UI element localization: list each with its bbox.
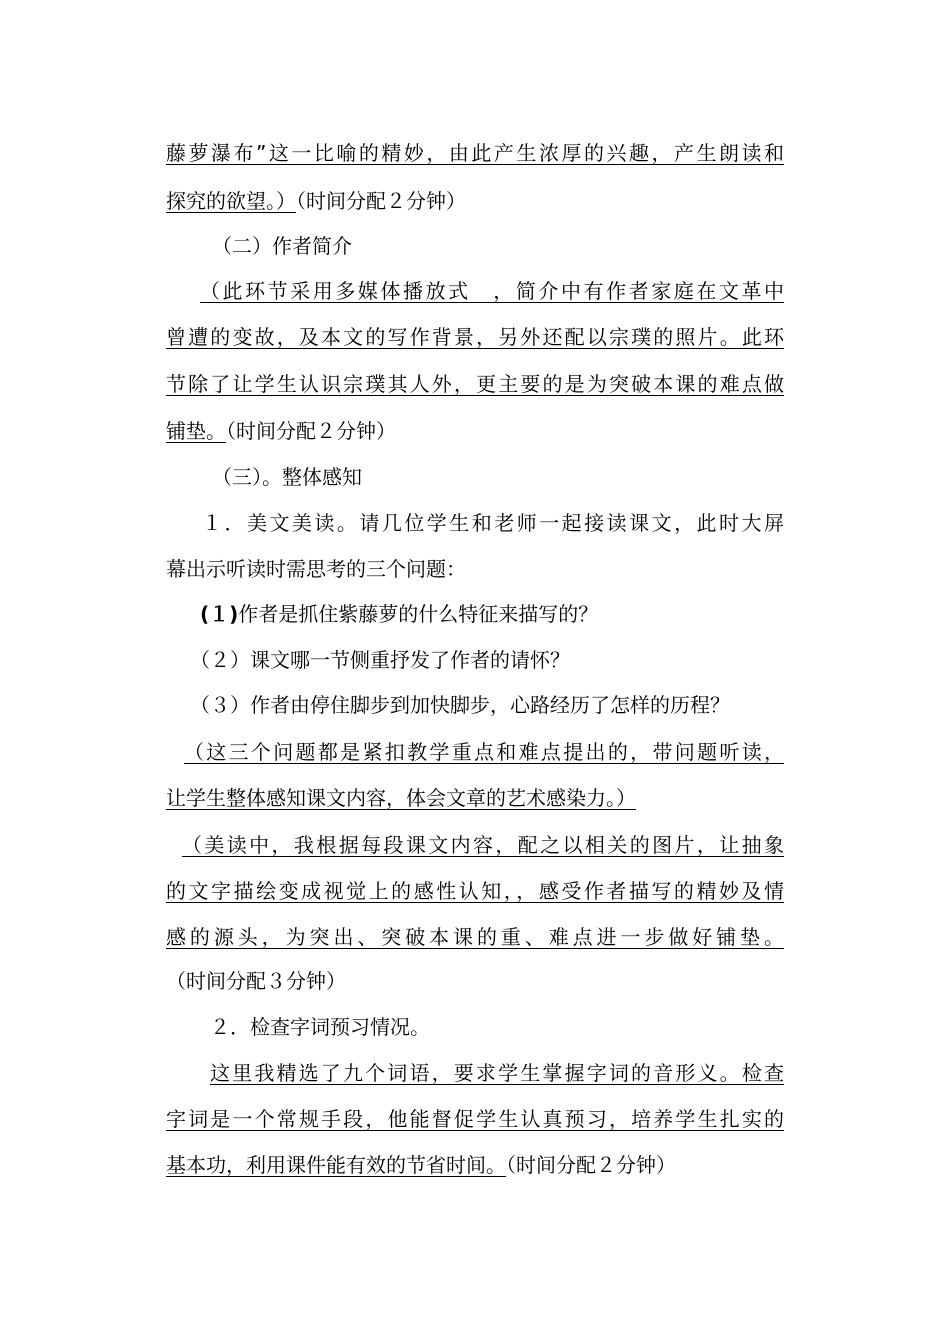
text-segment: 作者是抓住紫藤萝的什么特征来描写的？ [238,602,599,626]
text-line [166,188,466,214]
text-line [210,1060,784,1086]
text-segment: （２）课文哪一节侧重抒发了作者的请怀？ [190,648,570,672]
text-segment: 曾遭的变故，及本文的写作背景，另外还配以宗璞的照片。此环 [166,325,784,349]
text-segment: ２．检查字词预习情况。 [210,1015,430,1039]
text-line [166,968,346,994]
text-segment: （时间分配３分钟） [166,969,346,993]
text-segment: 字词是一个常规手段，他能督促学生认真预习，培养学生扎实的 [166,1107,784,1131]
text-line [182,832,784,858]
text-line [212,233,352,259]
text-segment: １．美文美读。请几位学生和老师一起接读课文，此时大屏 [202,511,784,535]
text-segment: 基本功，利用课件能有效的节省时间。 [166,1153,506,1177]
text-line [210,1014,430,1040]
text-line [190,647,570,673]
text-line [166,418,396,444]
text-segment: 铺垫。 [166,419,226,443]
text-line [166,1106,784,1132]
text-segment: （３）作者由停住脚步到加快脚步，心路经历了怎样的历程？ [190,693,730,717]
text-segment: (１) [200,602,239,626]
text-line [212,464,362,490]
text-segment: （这三个问题都是紧扣教学重点和难点提出的，带问题听读， [184,740,784,764]
text-line [202,510,784,536]
text-segment: 感的源头，为突出、突破本课的重、难点进一步做好铺垫。 [166,925,784,949]
text-segment: 节除了让学生认识宗璞其人外，更主要的是为突破本课的难点做 [166,372,784,396]
text-segment: （二）作者简介 [212,234,352,258]
text-line [166,878,784,904]
text-line [166,556,466,582]
text-segment: 幕出示听读时需思考的三个问题： [166,557,466,581]
text-segment: （此环节采用多媒体播放式 ，简介中有作者家庭在文革中 [200,279,784,303]
text-line [200,601,598,627]
text-segment: 让学生整体感知课文内容，体会文章的艺术感染力。） [166,786,636,810]
text-segment: 探究的欲望。） [166,189,296,213]
text-segment: （三）。整体感知 [212,465,362,489]
text-line [166,371,784,397]
text-line [166,924,784,950]
text-line [166,785,636,811]
text-line [166,1152,676,1178]
text-line [190,692,730,718]
text-line [166,324,784,350]
text-segment: （时间分配２分钟） [506,1153,676,1177]
text-line [184,739,784,765]
text-segment: 的文字描绘变成视觉上的感性认知，，感受作者描写的精妙及情 [166,879,784,903]
text-segment: （美读中，我根据每段课文内容，配之以相关的图片，让抽象 [182,833,784,857]
text-segment: （时间分配２分钟） [226,419,396,443]
text-segment: 藤萝瀑布”这一比喻的精妙，由此产生浓厚的兴趣，产生朗读和 [166,141,784,165]
text-line [200,278,784,304]
text-segment: 这里我精选了九个词语，要求学生掌握字词的音形义。检查 [210,1061,784,1085]
text-line [166,140,784,166]
text-segment: （时间分配２分钟） [296,189,466,213]
